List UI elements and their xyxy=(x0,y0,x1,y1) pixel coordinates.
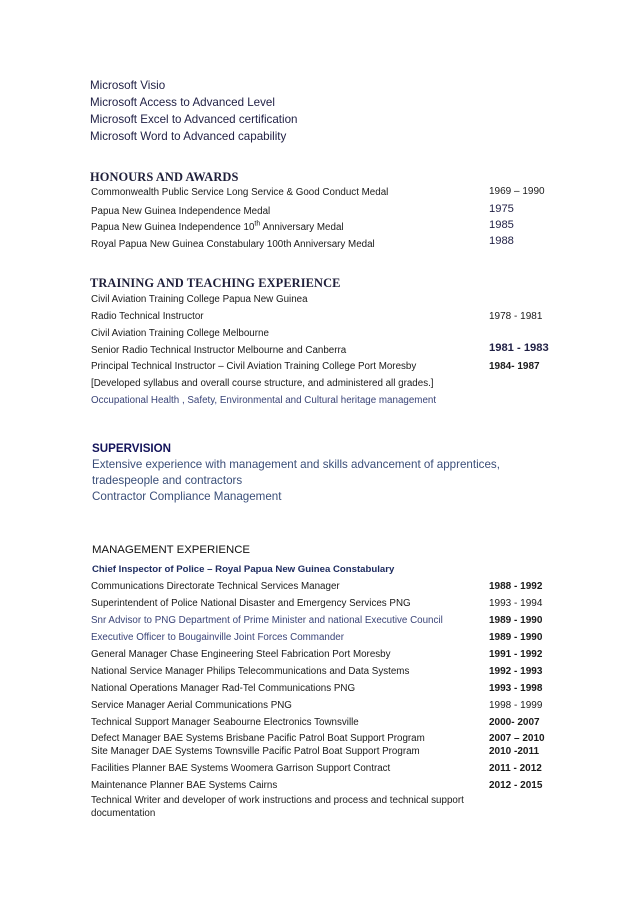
training-row-text: Radio Technical Instructor xyxy=(91,311,204,322)
management-row-text: Technical Support Manager Seabourne Electronics Townsville xyxy=(91,717,359,728)
management-row-text: Technical Writer and developer of work instructions and process and technical support xyxy=(91,795,464,806)
training-row-years: 1981 - 1983 xyxy=(489,342,549,354)
honours-row-years: 1975 xyxy=(489,203,514,215)
management-row-years: 2012 - 2015 xyxy=(489,780,543,791)
management-row-years: 2000- 2007 xyxy=(489,717,540,728)
honours-row-text: Commonwealth Public Service Long Service & Good Conduct Medal xyxy=(91,187,389,198)
ordinal-suffix: th xyxy=(254,220,261,228)
management-row-years: 1998 - 1999 xyxy=(489,700,543,711)
management-row-text: Maintenance Planner BAE Systems Cairns xyxy=(91,780,278,791)
management-row-text: Defect Manager BAE Systems Brisbane Pacific Patrol Boat Support Program xyxy=(91,733,425,744)
management-row-years: 1989 - 1990 xyxy=(489,615,543,626)
honours-row-text-pre: Papua New Guinea Independence 10 xyxy=(91,222,255,233)
software-item: Microsoft Access to Advanced Level xyxy=(90,96,275,109)
training-row-text: Occupational Health , Safety, Environmental and Cultural heritage management xyxy=(91,395,437,406)
supervision-line: tradespeople and contractors xyxy=(92,474,243,487)
management-subheading: Chief Inspector of Police – Royal Papua New Guinea Constabulary xyxy=(92,564,395,575)
management-row-text: Service Manager Aerial Communications PNG xyxy=(91,700,292,711)
honours-row-text xyxy=(91,222,344,233)
training-row-years: 1978 - 1981 xyxy=(489,311,543,322)
management-row-text: National Operations Manager Rad-Tel Communications PNG xyxy=(91,683,356,694)
software-item: Microsoft Excel to Advanced certification xyxy=(90,113,298,126)
training-heading: TRAINING AND TEACHING EXPERIENCE xyxy=(90,276,341,290)
management-row-years: 1988 - 1992 xyxy=(489,581,543,592)
software-item: Microsoft Visio xyxy=(90,79,166,92)
training-row-text: [Developed syllabus and overall course structure, and administered all grades.] xyxy=(91,378,434,389)
management-row-text: Communications Directorate Technical Services Manager xyxy=(91,581,340,592)
software-item: Microsoft Word to Advanced capability xyxy=(90,130,287,143)
management-row-text: Snr Advisor to PNG Department of Prime Minister and national Executive Council xyxy=(91,615,443,626)
honours-row-years: 1985 xyxy=(489,219,514,231)
training-row-text: Senior Radio Technical Instructor Melbourne and Canberra xyxy=(91,345,347,356)
management-row-text: Facilities Planner BAE Systems Woomera Garrison Support Contract xyxy=(91,763,391,774)
honours-row-text: Papua New Guinea Independence Medal xyxy=(91,206,271,217)
training-row-text: Civil Aviation Training College Melbourne xyxy=(91,328,269,339)
honours-row-years: 1988 xyxy=(489,235,514,247)
management-row-years: 1993 - 1994 xyxy=(489,598,543,609)
management-row-text: documentation xyxy=(91,808,156,819)
management-row-text: Superintendent of Police National Disaster and Emergency Services PNG xyxy=(91,598,411,609)
honours-row-years: 1969 – 1990 xyxy=(489,186,545,197)
management-row-text: Site Manager DAE Systems Townsville Pacific Patrol Boat Support Program xyxy=(91,746,420,757)
honours-row-text: Royal Papua New Guinea Constabulary 100th Anniversary Medal xyxy=(91,239,375,250)
training-row-text: Civil Aviation Training College Papua New Guinea xyxy=(91,294,308,305)
training-row-years: 1984- 1987 xyxy=(489,361,540,372)
management-row-years: 1993 - 1998 xyxy=(489,683,543,694)
management-row-years: 1992 - 1993 xyxy=(489,666,543,677)
management-row-text: Executive Officer to Bougainville Joint Forces Commander xyxy=(91,632,345,643)
management-row-years: 2011 - 2012 xyxy=(489,763,542,774)
management-row-years: 1989 - 1990 xyxy=(489,632,543,643)
management-heading: MANAGEMENT EXPERIENCE xyxy=(92,544,251,556)
management-row-text: National Service Manager Philips Telecommunications and Data Systems xyxy=(91,666,410,677)
management-row-text: General Manager Chase Engineering Steel Fabrication Port Moresby xyxy=(91,649,391,660)
supervision-heading: SUPERVISION xyxy=(92,442,172,455)
training-row-text: Principal Technical Instructor – Civil Aviation Training College Port Moresby xyxy=(91,361,417,372)
management-row-years: 2007 – 2010 xyxy=(489,733,545,744)
honours-heading: HONOURS AND AWARDS xyxy=(90,170,239,184)
management-row-years: 2010 -2011 xyxy=(489,746,540,757)
honours-row-text-post: Anniversary Medal xyxy=(260,222,344,233)
supervision-line: Contractor Compliance Management xyxy=(92,490,282,503)
supervision-line: Extensive experience with management and skills advancement of apprentices, xyxy=(92,458,500,471)
management-row-years: 1991 - 1992 xyxy=(489,649,543,660)
